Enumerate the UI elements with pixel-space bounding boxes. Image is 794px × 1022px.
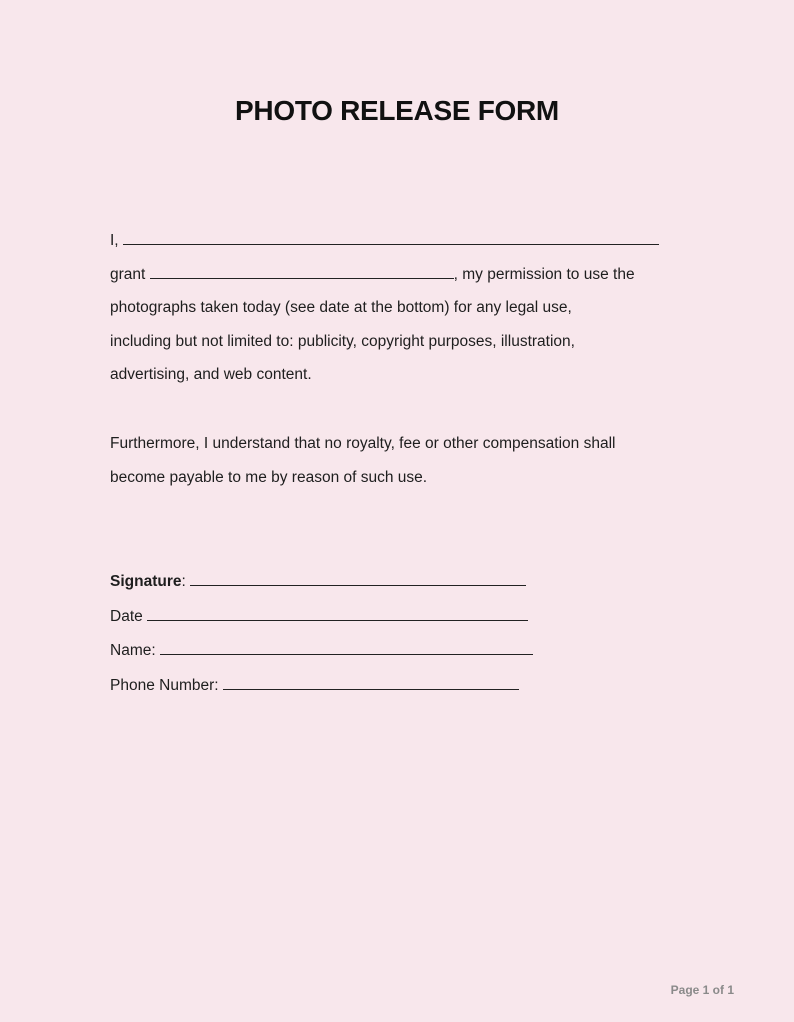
signature-row [110,565,533,600]
paragraph-line: Furthermore, I understand that no royalty, fee or other compensation shall [110,435,616,452]
name-row [110,634,533,669]
phone-label: Phone Number: [110,676,219,694]
signature-field[interactable] [190,567,526,586]
page-number: Page 1 of 1 [670,983,734,997]
date-field[interactable] [147,602,528,621]
name-prefix: I, [110,232,119,249]
name-blank[interactable] [123,226,659,245]
paragraph-line: advertising, and web content. [110,366,312,383]
signature-fields [110,565,533,703]
grant-suffix: , my permission to use the [453,265,635,283]
paragraph-line: photographs taken today (see date at the bottom) for any legal use, [110,299,572,316]
paragraph-line: including but not limited to: publicity, copyright purposes, illustration, [110,332,575,350]
consent-paragraph [110,224,700,392]
name-label: Name: [110,642,156,659]
compensation-paragraph [110,427,700,494]
paragraph-line: become payable to me by reason of such use. [110,468,428,486]
grant-line [110,258,700,292]
signature-colon: : [181,573,186,590]
signature-label: Signature [110,573,182,590]
date-label: Date [110,607,143,625]
grantee-blank[interactable] [150,260,454,279]
phone-field[interactable] [223,671,519,690]
date-row [110,600,533,635]
name-line [110,224,700,258]
phone-row [110,669,533,704]
grant-prefix: grant [110,265,146,283]
name-field[interactable] [160,636,533,655]
page-title: PHOTO RELEASE FORM [235,95,559,126]
